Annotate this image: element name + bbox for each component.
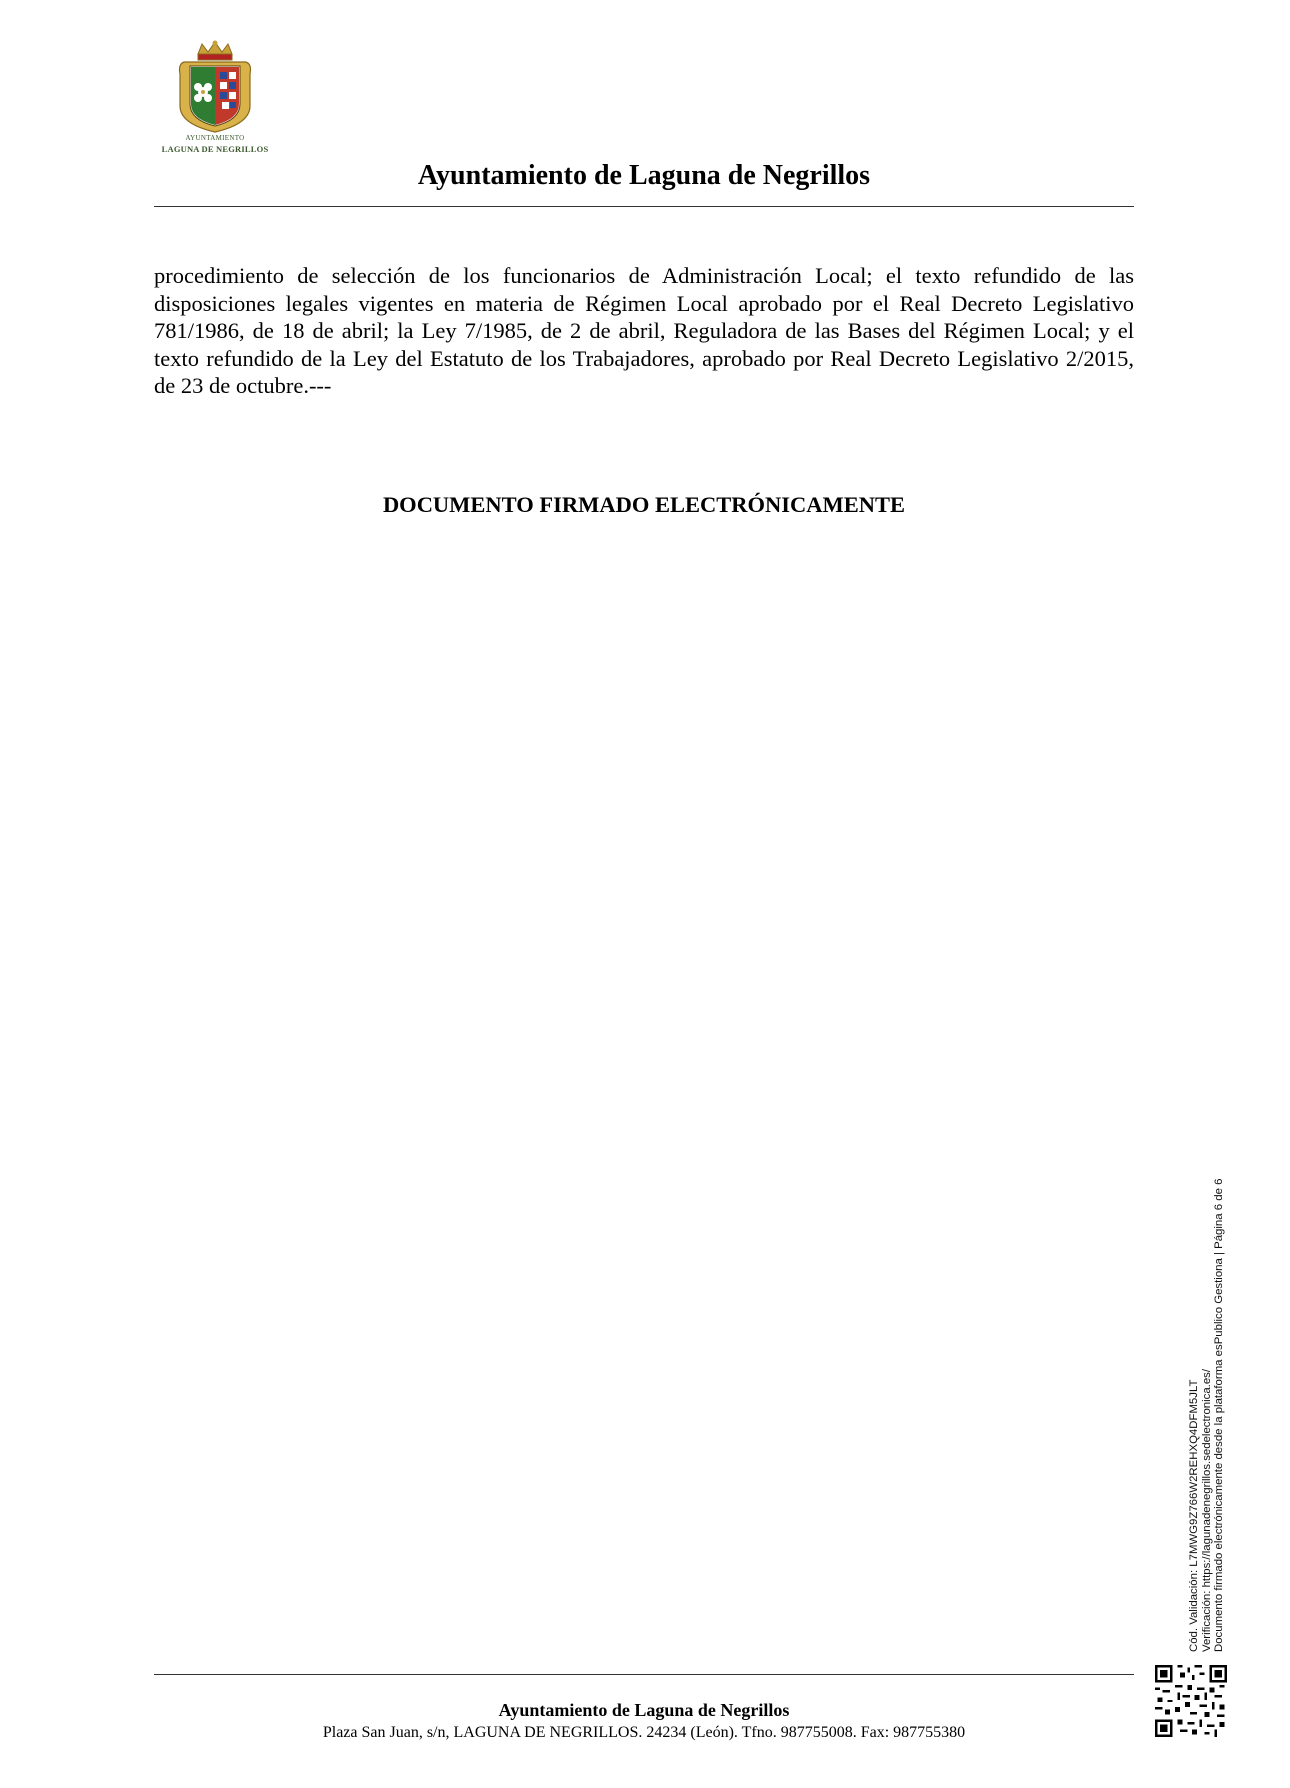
- validation-code: Cód. Validación: L7MWG9Z766W2REHXQ4DFM5JLT: [1188, 1379, 1200, 1652]
- coat-of-arms-icon: [172, 40, 258, 134]
- verification-sidebar: [1188, 1179, 1226, 1652]
- signature-platform-note: Documento firmado electrónicamente desde la plataforma esPublico Gestiona | Página 6 de 6: [1213, 1178, 1225, 1652]
- signed-notice: DOCUMENTO FIRMADO ELECTRÓNICAMENTE: [382, 492, 906, 517]
- logo-caption-line2: LAGUNA DE NEGRILLOS: [161, 144, 269, 154]
- footer-title: Ayuntamiento de Laguna de Negrillos: [498, 1700, 790, 1720]
- qr-code-icon: [1155, 1665, 1227, 1737]
- footer-address: Plaza San Juan, s/n, LAGUNA DE NEGRILLOS. 24234 (León). Tfno. 987755008. Fax: 987755380: [322, 1724, 966, 1741]
- body-paragraph: procedimiento de selección de los funcionarios de Administración Local; el texto refundido de las disposiciones legales vigentes en materia de Régimen Local aprobado por el Real Decreto Legislativo 781/1986, de 18 de abril; la Ley 7/1985, de 2 de abril, Reguladora de las Bases del Régimen Local; y el texto refundido de la Ley del Estatuto de los Trabajadores, aprobado por Real Decreto Legislativo 2/2015, de 23 de octubre.---: [154, 263, 1134, 398]
- logo-caption-line1: AYUNTAMIENTO: [185, 134, 245, 142]
- municipal-crest-logo: [152, 40, 278, 158]
- verification-url[interactable]: Verificación: https://lagunadenegrillos.sedelectronica.es/: [1200, 1368, 1213, 1652]
- footer-divider: [154, 1674, 1134, 1675]
- header-divider: [154, 206, 1134, 207]
- page-header-title: Ayuntamiento de Laguna de Negrillos: [417, 160, 871, 191]
